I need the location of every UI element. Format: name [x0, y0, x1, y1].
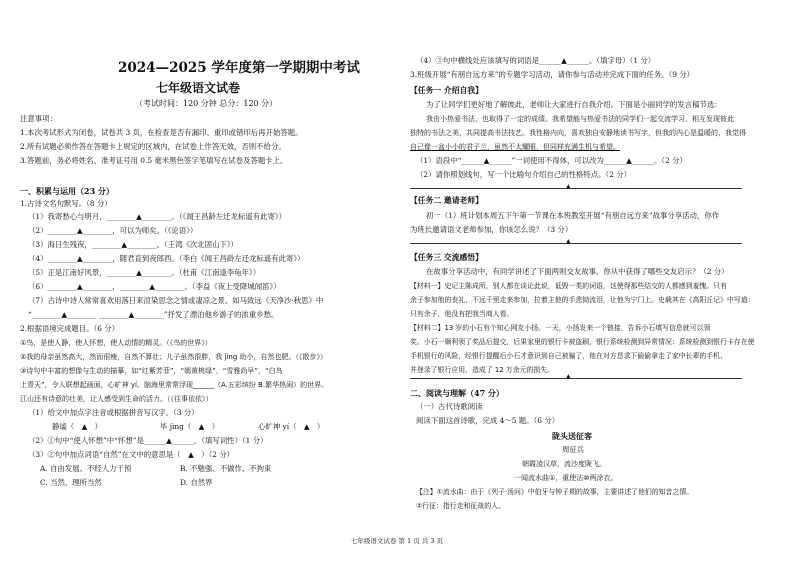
q2-sub1-item: 毕 jìng（ ▲ ）: [160, 422, 220, 431]
answer-line: [410, 243, 742, 244]
q2-paragraph-line: ③诗句中丰富的想像与生动的描摹，如“红紫芳菲”，“嫣黄桃绿”，“雪雅尚早”，“白鸟: [20, 367, 283, 375]
task3-para-line: 只有余子，他没有把我当商人看。: [410, 310, 514, 318]
right-column: [402, 0, 794, 564]
section1-heading: 一、积累与运用（23 分）: [20, 186, 114, 196]
task3-para-line: 并登录了银行应用，造成了 12 万余元的损失。: [410, 366, 555, 374]
poem-title: 陇头送征客: [552, 431, 592, 441]
task1-heading: 【任务一 介绍自我】: [410, 86, 483, 95]
task2-para-line: 为班长邀请语文老师参加，你该怎么说？（3 分）: [410, 225, 573, 234]
answer-marker-icon: ▲: [566, 183, 571, 190]
poem-note: ②行征：指行走和征战的人。: [416, 502, 505, 510]
q2-sub2: （2）①句中“使人怀想”中“怀想”是______▲______。（填写词性）（1 分）: [28, 436, 268, 445]
notes-label: 注意事项：: [20, 114, 57, 123]
task1-para-line: 为了让同学们更好地了解彼此，老师让大家进行自我介绍。下面是小丽同学的发言稿节选：: [426, 100, 722, 109]
q2-paragraph-line: 上青天”，令人联想起画面，心旷神 yí。脑海里常常浮现______（A.五彩缤纷 B.繁华热闹）的世界。: [20, 381, 329, 389]
answer-marker-icon: ▲: [566, 373, 571, 380]
exam-title: 2024—2025 学年度第一学期期中考试: [118, 60, 360, 76]
task1-q2: （2）请你照划线句，写一个比喻句介绍自己的性格特点。（2 分）: [416, 170, 631, 179]
q2-option: D. 自然界: [180, 478, 213, 487]
exam-subtitle: 七年级语文试卷: [156, 81, 241, 95]
q1-line: （4）________▲________，随君直到夜郎西。（李白《闻王昌龄左迁龙标遥有此寄》）: [28, 254, 305, 263]
q2-sub1: （1）给文中加点字注音或根据拼音写汉字。（3 分）: [28, 408, 199, 417]
section2-question: 阅读下面这首诗歌，完成 4～5 题。（6 分）: [416, 416, 560, 425]
q1-line: （7）古诗中诗人常常喜欢用落日来渲染思念之情或凄凉之景。如马致远《天净沙·秋思》中: [28, 296, 324, 305]
exam-time-info: （考试时间：120 分钟 总分：120 分）: [135, 99, 278, 108]
task2-para-line: 初一（1）班计划本周五下午第一节课在本班教室开展“有朋自远方来”故事分享活动，你作: [426, 211, 720, 220]
q2-sub1-item: 心旷神 yí（ ▲ ）: [258, 422, 325, 431]
q1-line: （1）我寄愁心与明月，________▲________。（《闻王昌龄左迁龙标遥有此寄》）: [28, 212, 286, 221]
task3-para-line: 在故事分享活动中，有同学讲述了下面两则交友故事，你从中获得了哪些交友启示？（2 分）: [426, 267, 729, 276]
q2-option: A. 自由发展、不经人力干预: [40, 464, 132, 473]
task3-heading: 【任务三 交流感悟】: [410, 253, 483, 262]
q2-heading: 2.根据语境完成题目。（6 分）: [20, 324, 120, 333]
section2-subheading: （一）古代诗歌阅读: [416, 402, 483, 411]
page-footer: 七年级语文试卷 第 1 页 共 3 页: [350, 537, 444, 545]
poem-author: 周征兵: [562, 445, 585, 454]
task1-q1: （1）语段中“______▲______”一词使用不得体，可以改为______▲______。（2 分）: [416, 156, 687, 165]
notes-item: 3.答题前，务必将姓名、准考证号用 0.5 毫米黑色签字笔填写在试卷及答题卡上。: [20, 156, 288, 165]
q2-option: B. 不勉强、不做作、不拘束: [180, 464, 272, 473]
poem-note: 【注】①流水曲：由于《列子·汤问》中伯牙与钟子期的故事，主要讲述了他们的知音之情。: [416, 488, 694, 496]
q1-line: （2）________▲________，可以为师矣。（《论语》）: [28, 226, 198, 235]
q2-paragraph-line: ②我的母亲虽然高大，然而很瘦，自然不算壮；儿子虽然很胖，我 jìng 幼小，自然也肥。（《散步》）: [20, 353, 327, 361]
q1-line: （6）________▲________，________▲________。（李益《夜上受降城闻笛》）: [28, 282, 281, 291]
task2-heading: 【任务二 邀请老师】: [410, 196, 483, 205]
task3-para-line: 余子参加他的丧礼，不远千里走来参加，拉着主他的手悲恸流泪，让他为宁门上。史载其在《高阳丘记》中写道：: [410, 296, 755, 304]
task3-para-line: 【材料一】史记主陈成所，别人都在谈论此说，诋毁一类的词语，这使得那些结交的人都感到羞愧。只有: [410, 282, 727, 290]
task1-para-line: 独特的书法之美，共同提高书法技艺。我性格内向，喜欢独自安静地读书写字，但我的内心是温暖的，我觉得: [410, 129, 746, 137]
q1-heading: 1.古诗文名句默写。（8 分）: [20, 199, 112, 208]
task1-para-line: 我由小热爱书法，也取得了一定的成绩。我希望能与热爱书法的同学们一起交流学习，相互发现彼此: [426, 115, 734, 123]
task3-para-line: 奖。小石一顺利领了奖品后提交，后果家里的银行卡被盗刷，银行系统检测到异常情况：系统检测到银行卡存在使: [410, 338, 755, 346]
notes-item: 2.所有试题必须作答在答题卡上规定的区域内，在试卷上作答无效，否则不给分。: [20, 142, 286, 151]
section2-heading: 二、阅读与理解（47 分）: [410, 388, 504, 398]
q3-heading: 3.班级开展“有朋自远方来”的专题学习活动，请你参与活动并完成下面的任务。（9 分）: [410, 70, 695, 79]
poem-line: 一闻流水曲①，重使沾⑩两涂衣。: [514, 474, 618, 482]
task3-para-line: 【材料二】13 岁的小石有个知心网友小扬。一天，小扬发来一个链接，告诉小石填写信息就可以领: [410, 324, 711, 332]
notes-item: 1.本次考试形式为闭卷，试卷共 3 页，在检查是否有漏印、重印或错印后再开始答题。: [20, 128, 303, 137]
q2-sub3: （3）②句中加点词语“自然”在文中的意思是（ ▲ ）（2 分）: [28, 450, 235, 459]
q2-sub1-item: 静谧（ ▲ ）: [52, 422, 103, 431]
task3-para-line: 手机银行的风险，经银行提醒后小石才意识到自己被骗了，他在对方恳求下偷偷拿走了家中长辈的手机、: [410, 352, 727, 360]
q2-paragraph-line: ①鸟，是使人静，使人怀想，使人动情的精灵。（《鸟的世界》）: [20, 339, 212, 347]
task1-para-line: 自己像一盆小小的君子兰，虽然不太耀眼，但同样充满生机与希望。: [410, 143, 620, 151]
answer-line: [410, 188, 742, 189]
q2-paragraph-line: 江山还有诗意的壮美，让人感受到生命的活力。（《往事依依》）: [20, 395, 213, 403]
q1-line: （3）海日生残夜，________▲________。（王湾《次北固山下》）: [28, 240, 238, 249]
q2-option: C. 当然、理所当然: [40, 478, 102, 487]
answer-line: [410, 378, 742, 379]
q1-line: “________▲________ ________▲________”抒发了漂泊他乡游子的浓重乡愁。: [28, 310, 279, 319]
poem-line: 朝霞凌汉草，流沙度陇飞。: [522, 460, 606, 468]
q1-line: （5）正是江南好风景，________▲________。（杜甫《江南逢李龟年》）: [28, 268, 261, 277]
answer-marker-icon: ▲: [566, 238, 571, 245]
q2-sub4: （4）③句中横线处应该填写的词语是______▲______。（填字母）（1 分）: [416, 56, 656, 65]
